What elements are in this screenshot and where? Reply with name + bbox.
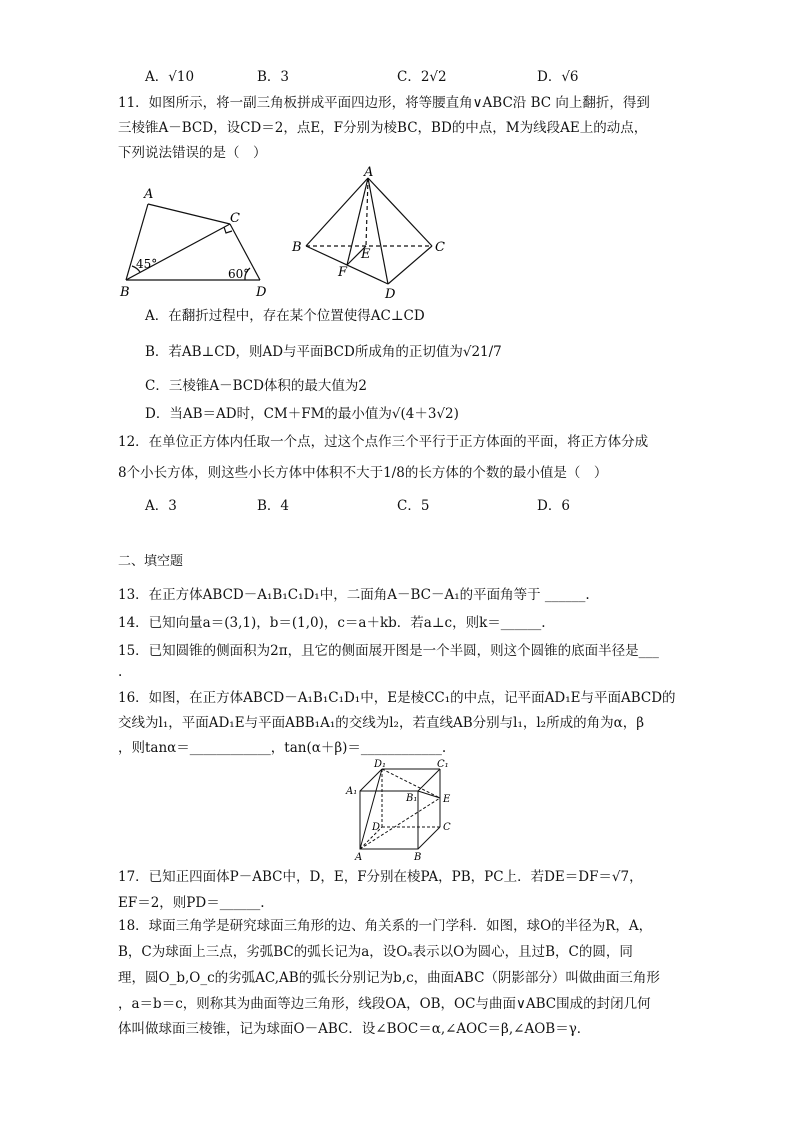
q11-option-d: D．当AB＝AD时，CM＋FM的最小值为√(4＋3√2) [145, 406, 459, 422]
q10-option-a: A．√10 [145, 69, 195, 85]
q16-line2: 交线为l₁，平面AD₁E与平面ABB₁A₁的交线为l₂，若直线AB分别与l₁，l₂所成的角为α，β [118, 715, 645, 731]
cube-label-d1: D₁ [374, 759, 387, 770]
q12-line2: 8个小长方体，则这些小长方体中体积不大于1/8的长方体的个数的最小值是（ ） [118, 465, 608, 481]
fig2-label-b: B [292, 240, 302, 255]
q17-line2: EF＝2，则PD＝______. [118, 895, 265, 911]
fig1-angle-45: 45° [136, 257, 158, 271]
q12-option-d: D．6 [537, 498, 570, 514]
fig2-label-e: E [361, 247, 371, 262]
q10-option-b: B．3 [257, 69, 290, 85]
q10-option-c: C．2√2 [397, 69, 447, 85]
q11-option-a: A．在翻折过程中，存在某个位置使得AC⊥CD [145, 308, 425, 324]
fig1-angle-60: 60° [228, 267, 250, 281]
section-title-fill-blank: 二、填空题 [118, 554, 184, 569]
q11-option-c: C．三棱锥A－BCD体积的最大值为2 [145, 378, 367, 394]
cube-label-c: C [443, 822, 451, 833]
q11-line1: 11．如图所示，将一副三角板拼成平面四边形，将等腰直角∨ABC沿 BC 向上翻折，得到 [118, 95, 650, 111]
fig1-label-d: D [256, 285, 267, 300]
q18-line1: 18．球面三角学是研究球面三角形的边、角关系的一门学科．如图，球O的半径为R，A， [118, 918, 653, 934]
q14: 14．已知向量a＝(3,1)，b＝(1,0)，c＝a＋kb．若a⊥c，则k＝______. [118, 615, 546, 631]
q16-line1: 16．如图，在正方体ABCD－A₁B₁C₁D₁中，E是棱CC₁的中点，记平面AD₁E与平面ABCD的 [118, 690, 676, 706]
cube-label-e: E [443, 794, 451, 805]
q16-line3: ，则tanα＝____________，tan(α＋β)＝____________. [118, 740, 447, 756]
q11-option-b: B．若AB⊥CD，则AD与平面BCD所成角的正切值为√21/7 [145, 344, 502, 360]
cube-label-b: B [414, 852, 422, 862]
q10-option-d: D．√6 [537, 69, 579, 85]
q18-line2: B，C为球面上三点，劣弧BC的弧长记为a，设Oₐ表示以O为圆心，且过B，C的圆，同 [118, 944, 633, 960]
q12-option-c: C．5 [397, 498, 430, 514]
fig2-label-f: F [338, 265, 348, 280]
q12-option-b: B．4 [257, 498, 290, 514]
cube-label-c1: C₁ [437, 759, 449, 770]
cube-label-b1: B₁ [406, 793, 418, 804]
fig1-label-a: A [144, 187, 154, 202]
q17-line1: 17．已知正四面体P－ABC中，D，E，F分别在棱PA，PB，PC上．若DE＝DF＝√7， [118, 869, 643, 885]
q12-line1: 12．在单位正方体内任取一个点，过这个点作三个平行于正方体面的平面，将正方体分成 [118, 434, 649, 450]
q11-line2: 三棱锥A－BCD，设CD＝2，点E，F分别为棱BC，BD的中点，M为线段AE上的动点， [118, 120, 648, 136]
q15-end: . [118, 664, 123, 680]
q18-line5: 体叫做球面三棱锥，记为球面O－ABC．设∠BOC＝α,∠AOC＝β,∠AOB＝γ． [118, 1021, 591, 1037]
fig1-label-c: C [230, 211, 240, 226]
fig2-label-d: D [385, 287, 396, 302]
q15: 15．已知圆锥的侧面积为2π，且它的侧面展开图是一个半圆，则这个圆锥的底面半径是___ [118, 643, 659, 659]
fig2-label-a: A [364, 166, 374, 180]
cube-label-d: D [372, 822, 381, 833]
fig1-label-b: B [120, 285, 130, 300]
cube-label-a1: A₁ [346, 786, 358, 797]
q11-line3: 下列说法错误的是（ ） [118, 145, 267, 161]
q12-option-a: A．3 [145, 498, 177, 514]
q18-line4: ，a＝b＝c，则称其为曲面等边三角形，线段OA，OB，OC与曲面∨ABC围成的封闭几何 [118, 996, 651, 1012]
q11-figure-quadrilateral [110, 180, 280, 300]
fig2-label-c: C [435, 240, 445, 255]
q13: 13．在正方体ABCD－A₁B₁C₁D₁中，二面角A－BC－A₁的平面角等于 ______. [118, 587, 590, 603]
q11-figure-tetrahedron [290, 166, 460, 302]
q16-figure-cube [342, 758, 454, 862]
cube-label-a: A [355, 852, 363, 862]
q18-line3: 理，圆O_b,O_c的劣弧AC,AB的弧长分别记为b,c，曲面ABC（阴影部分）叫做曲面三角形 [118, 970, 660, 986]
